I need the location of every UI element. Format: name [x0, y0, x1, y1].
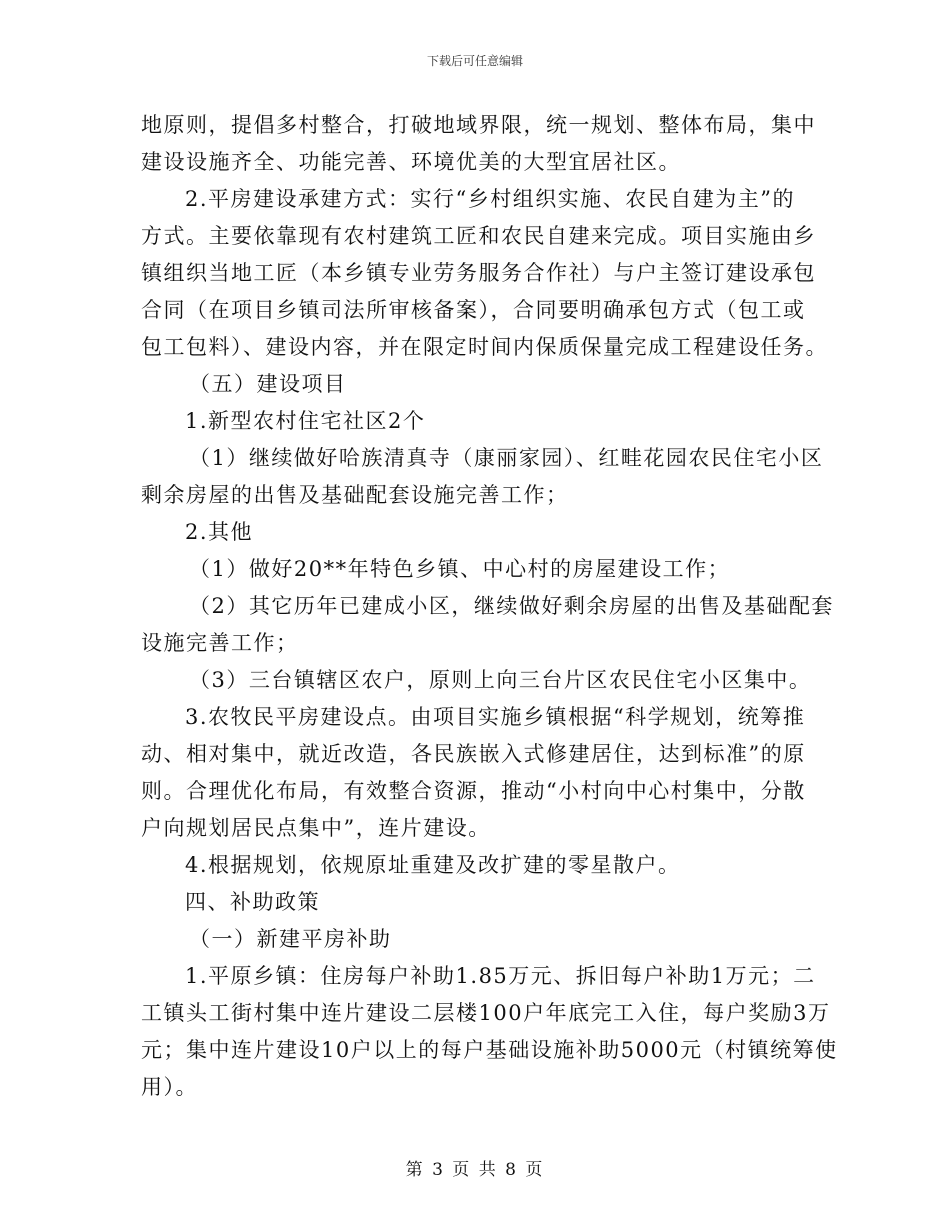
- text-line: 设施完善工作；: [141, 631, 299, 655]
- text-line: 1.新型农村住宅社区2个: [185, 409, 426, 433]
- text-line: （1）继续做好哈族清真寺（康丽家园）、红畦花园农民住宅小区: [189, 446, 824, 470]
- text-line: （五）建设项目: [189, 372, 347, 396]
- text-line: 户向规划居民点集中”，连片建设。: [141, 816, 491, 840]
- text-line: 2.其他: [185, 520, 254, 544]
- text-line: （1）做好20**年特色乡镇、中心村的房屋建设工作；: [189, 557, 731, 581]
- page-footer: 第 3 页 共 8 页: [405, 1160, 545, 1180]
- text-line: 方式。主要依靠现有农村建筑工匠和农民自建来完成。项目实施由乡: [141, 224, 816, 248]
- text-line: 3.农牧民平房建设点。由项目实施乡镇根据“科学规划，统筹推: [185, 705, 806, 729]
- text-line: 四、补助政策: [185, 890, 320, 914]
- text-line: 镇组织当地工匠（本乡镇专业劳务服务合作社）与户主签订建设承包: [141, 261, 816, 285]
- text-line: 剩余房屋的出售及基础配套设施完善工作；: [141, 483, 569, 507]
- document-body: [141, 107, 838, 1106]
- text-line: 2.平房建设承建方式：实行“乡村组织实施、农民自建为主”的: [185, 187, 796, 211]
- text-line: 工镇头工街村集中连片建设二层楼100户年底完工入住，每户奖励3万: [141, 1001, 831, 1025]
- text-line: （2）其它历年已建成小区，继续做好剩余房屋的出售及基础配套: [189, 594, 834, 618]
- text-line: 包工包料）、建设内容，并在限定时间内保质保量完成工程建设任务。: [141, 335, 828, 359]
- text-line: 1.平原乡镇：住房每户补助1.85万元、拆旧每户补助1万元；二: [185, 964, 816, 988]
- text-line: （一）新建平房补助: [189, 927, 392, 951]
- text-line: （3）三台镇辖区农户，原则上向三台片区农民住宅小区集中。: [189, 668, 812, 692]
- text-line: 用）。: [141, 1075, 198, 1099]
- text-line: 动、相对集中，就近改造，各民族嵌入式修建居住，达到标准”的原: [141, 742, 806, 766]
- text-line: 则。合理优化布局，有效整合资源，推动“小村向中心村集中，分散: [141, 779, 806, 803]
- text-line: 4.根据规划，依规原址重建及改扩建的零星散户。: [185, 853, 681, 877]
- text-line: 元；集中连片建设10户以上的每户基础设施补助5000元（村镇统筹使: [141, 1038, 838, 1062]
- text-line: 建设设施齐全、功能完善、环境优美的大型宜居社区。: [141, 150, 681, 174]
- text-line: 合同（在项目乡镇司法所审核备案），合同要明确承包方式（包工或: [141, 298, 806, 322]
- page-header: 下载后可任意编辑: [426, 54, 523, 68]
- text-line: 地原则，提倡多村整合，打破地域界限，统一规划、整体布局，集中: [141, 113, 816, 137]
